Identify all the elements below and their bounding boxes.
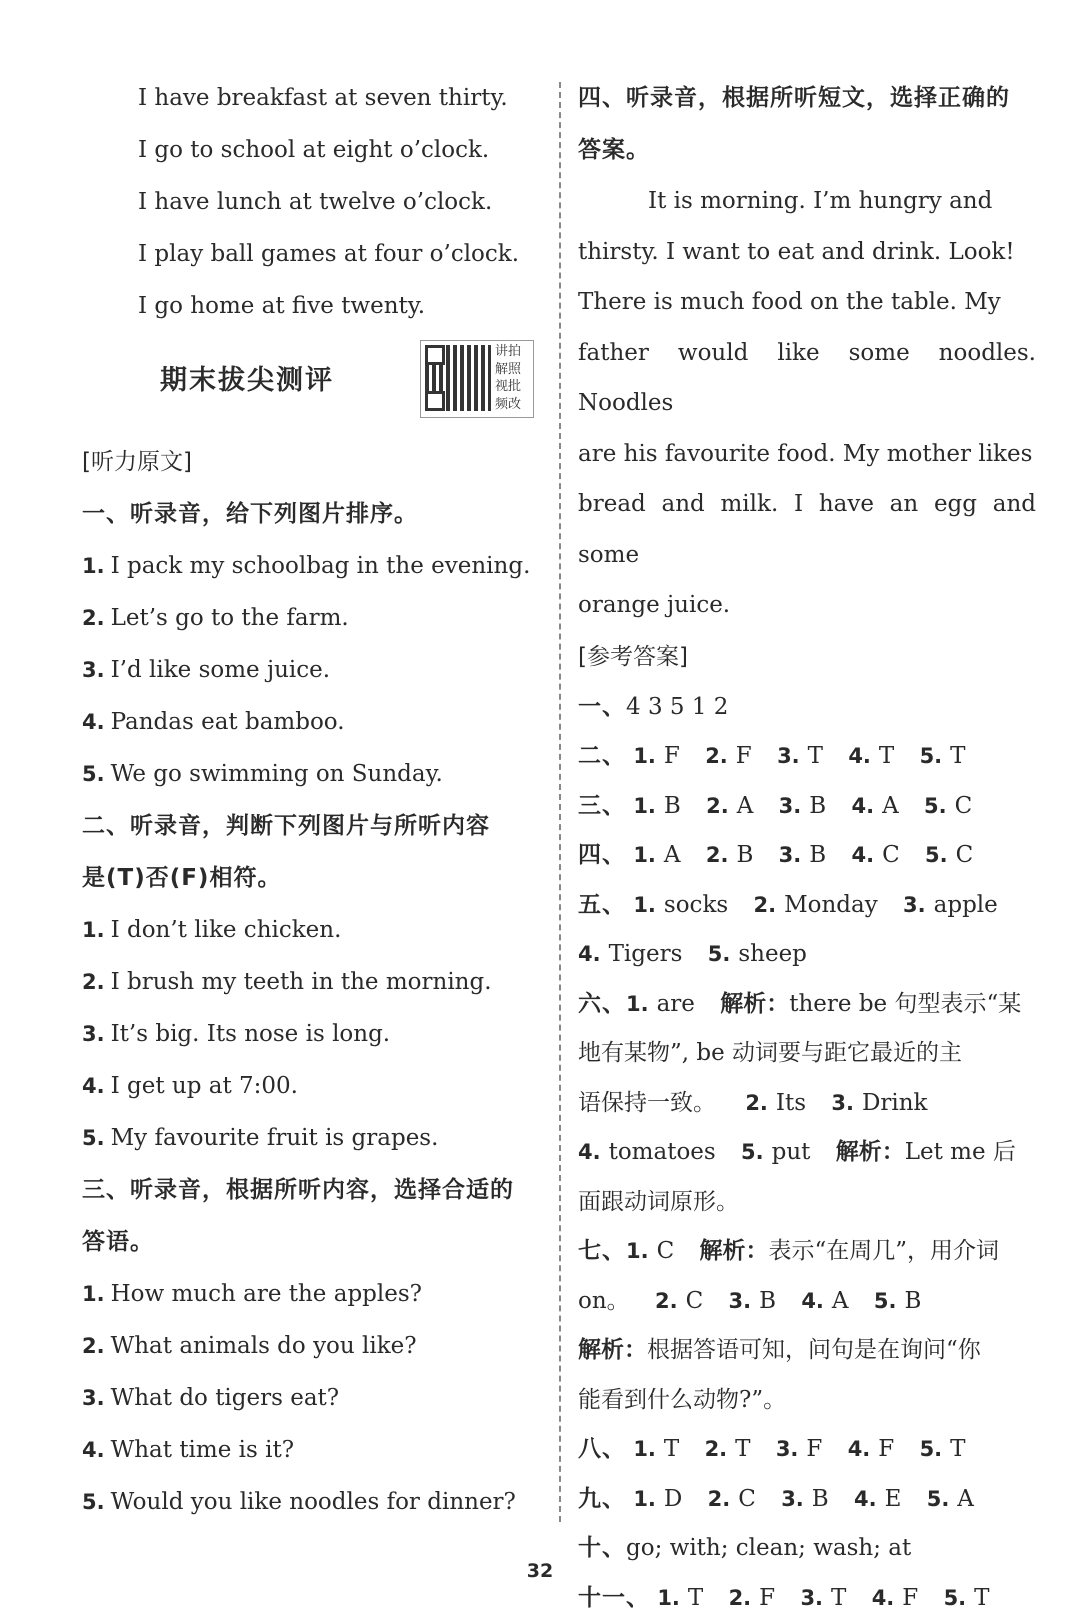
- explanation-label: 解析：: [578, 1337, 647, 1363]
- answer-number: 1.: [633, 843, 656, 867]
- answer-label: 八、: [578, 1436, 626, 1462]
- answer-value: T: [974, 1585, 989, 1611]
- explanation-text: Let me 后: [905, 1139, 1016, 1165]
- answer-number: 3.: [776, 1437, 799, 1461]
- answer-row-8: [578, 1425, 1036, 1475]
- item-text: I brush my teeth in the morning.: [111, 969, 492, 995]
- item-text: What animals do you like?: [111, 1333, 417, 1359]
- answer-text: 4 3 5 1 2: [626, 694, 728, 720]
- list-item: [82, 748, 540, 800]
- item-number: 2.: [82, 970, 105, 994]
- item-number: 3.: [82, 1386, 105, 1410]
- answer-label: 九、: [578, 1486, 626, 1512]
- answer-number: 4.: [848, 1437, 871, 1461]
- answer-row-7: [578, 1227, 1036, 1277]
- qr-label: 讲拍解照视批频改: [495, 343, 533, 413]
- answer-value: B: [812, 1486, 829, 1512]
- intro-line: I go to school at eight o’clock.: [82, 124, 540, 176]
- answer-number: 4.: [854, 1487, 877, 1511]
- answer-number: 5.: [924, 794, 947, 818]
- answer-value: are: [657, 991, 695, 1017]
- answer-value: C: [686, 1288, 704, 1314]
- item-text: Would you like noodles for dinner?: [111, 1489, 516, 1515]
- answer-number: 2.: [708, 1487, 731, 1511]
- explanation-text: there be 句型表示“某: [789, 991, 1021, 1017]
- explanation-text: 根据答语可知，问句是在询问“你: [647, 1337, 981, 1363]
- answer-value: B: [809, 842, 826, 868]
- answer-value: F: [759, 1585, 775, 1611]
- list-item: [82, 540, 540, 592]
- answer-label: 一、: [578, 694, 626, 720]
- answer-number: 1.: [626, 992, 649, 1016]
- part1-heading: 一、听录音，给下列图片排序。: [82, 488, 540, 540]
- answer-label: 七、: [578, 1238, 626, 1264]
- left-column: [82, 72, 540, 1528]
- item-number: 3.: [82, 1022, 105, 1046]
- qr-code-box[interactable]: [420, 340, 534, 418]
- passage-line: are his favourite food. My mother likes: [578, 429, 1036, 480]
- answer-number: 3.: [777, 744, 800, 768]
- passage-line: thirsty. I want to eat and drink. Look!: [578, 227, 1036, 278]
- part3-heading: 三、听录音，根据所听内容，选择合适的: [82, 1164, 540, 1216]
- right-column: [578, 72, 1036, 1623]
- answer-value: A: [882, 793, 899, 819]
- answer-label: 五、: [578, 892, 626, 918]
- answer-value: C: [955, 793, 973, 819]
- answer-label: 十一、: [578, 1585, 650, 1611]
- answer-number: 5.: [708, 942, 731, 966]
- answers-header: [参考答案]: [578, 631, 1036, 683]
- answer-value: Drink: [862, 1090, 928, 1116]
- part2-heading-cont: 是(T)否(F)相符。: [82, 852, 540, 904]
- item-number: 3.: [82, 658, 105, 682]
- answer-number: 4.: [848, 744, 871, 768]
- answer-number: 5.: [874, 1289, 897, 1313]
- answer-number: 2.: [655, 1289, 678, 1313]
- answer-value: C: [882, 842, 900, 868]
- answer-row-9: [578, 1475, 1036, 1525]
- passage-line: orange juice.: [578, 580, 1036, 631]
- item-text: We go swimming on Sunday.: [111, 761, 443, 787]
- answer-value: B: [759, 1288, 776, 1314]
- item-number: 5.: [82, 1490, 105, 1514]
- explanation-text: 语保持一致。: [578, 1090, 716, 1116]
- answer-value: T: [735, 1436, 750, 1462]
- item-text: Pandas eat bamboo.: [111, 709, 345, 735]
- answer-row-2: [578, 732, 1036, 782]
- list-item: [82, 1476, 540, 1528]
- answer-value: A: [664, 842, 681, 868]
- item-text: What do tigers eat?: [111, 1385, 340, 1411]
- explanation-line: 能看到什么动物?”。: [578, 1376, 1036, 1426]
- list-item: [82, 592, 540, 644]
- item-number: 1.: [82, 918, 105, 942]
- explanation-label: 解析：: [700, 1238, 769, 1264]
- item-number: 4.: [82, 1438, 105, 1462]
- answer-number: 3.: [779, 843, 802, 867]
- answer-number: 4.: [872, 1586, 895, 1610]
- item-text: What time is it?: [111, 1437, 294, 1463]
- answer-number: 5.: [927, 1487, 950, 1511]
- page-number: 32: [0, 1560, 1080, 1582]
- answer-row-5: [578, 881, 1036, 931]
- explanation-line: 地有某物”, be 动词要与距它最近的主: [578, 1029, 1036, 1079]
- list-item: [82, 956, 540, 1008]
- answer-label: 六、: [578, 991, 626, 1017]
- answer-number: 4.: [851, 843, 874, 867]
- part2-heading: 二、听录音，判断下列图片与所听内容: [82, 800, 540, 852]
- answer-number: 4.: [578, 942, 601, 966]
- list-item: [82, 1060, 540, 1112]
- answer-value: C: [738, 1486, 756, 1512]
- answer-value: D: [664, 1486, 682, 1512]
- answer-value: F: [878, 1436, 894, 1462]
- explanation-text: 表示“在周几”，用介词: [769, 1238, 1000, 1264]
- answer-number: 2.: [705, 1437, 728, 1461]
- answer-number: 3.: [831, 1091, 854, 1115]
- section-title: 期末拔尖测评: [160, 358, 334, 397]
- answer-number: 2.: [705, 744, 728, 768]
- part3-heading-cont: 答语。: [82, 1216, 540, 1268]
- answer-value: C: [657, 1238, 675, 1264]
- listening-header: [听力原文]: [82, 436, 540, 488]
- answer-value: tomatoes: [609, 1139, 716, 1165]
- answer-number: 3.: [903, 893, 926, 917]
- answer-value: T: [950, 1436, 965, 1462]
- list-item: [82, 1268, 540, 1320]
- answer-value: F: [902, 1585, 918, 1611]
- answer-value: C: [956, 842, 974, 868]
- intro-line: I have lunch at twelve o’clock.: [82, 176, 540, 228]
- answer-number: 2.: [706, 794, 729, 818]
- explanation-label: 解析：: [836, 1139, 905, 1165]
- answer-number: 2.: [729, 1586, 752, 1610]
- answer-row-3: [578, 782, 1036, 832]
- list-item: [82, 904, 540, 956]
- intro-line: I have breakfast at seven thirty.: [82, 72, 540, 124]
- answer-value: T: [688, 1585, 703, 1611]
- item-number: 2.: [82, 1334, 105, 1358]
- passage-line: There is much food on the table. My: [578, 277, 1036, 328]
- answer-value: A: [737, 793, 754, 819]
- answer-value: F: [736, 743, 752, 769]
- item-number: 5.: [82, 762, 105, 786]
- answer-row-6: [578, 980, 1036, 1030]
- part4-heading: 四、听录音，根据所听短文，选择正确的: [578, 72, 1036, 124]
- answer-value: T: [664, 1436, 679, 1462]
- item-text: My favourite fruit is grapes.: [111, 1125, 439, 1151]
- answer-value: sheep: [738, 941, 807, 967]
- list-item: [82, 696, 540, 748]
- answer-value: T: [831, 1585, 846, 1611]
- answer-number: 3.: [800, 1586, 823, 1610]
- answer-number: 3.: [779, 794, 802, 818]
- answer-value: A: [957, 1486, 974, 1512]
- answer-number: 1.: [633, 1437, 656, 1461]
- answer-number: 5.: [920, 744, 943, 768]
- answer-value: B: [904, 1288, 921, 1314]
- answer-row-4: [578, 831, 1036, 881]
- answer-value: socks: [664, 892, 728, 918]
- item-text: Let’s go to the farm.: [111, 605, 349, 631]
- answer-value: B: [736, 842, 753, 868]
- item-number: 4.: [82, 710, 105, 734]
- passage-line: It is morning. I’m hungry and: [578, 176, 1036, 227]
- answer-number: 4.: [578, 1140, 601, 1164]
- passage: [578, 176, 1036, 631]
- answer-number: 2.: [745, 1091, 768, 1115]
- answer-value: T: [879, 743, 894, 769]
- answer-row-1: [578, 683, 1036, 733]
- list-item: [82, 1372, 540, 1424]
- answer-number: 3.: [729, 1289, 752, 1313]
- list-item: [82, 1112, 540, 1164]
- item-number: 1.: [82, 554, 105, 578]
- answer-number: 5.: [920, 1437, 943, 1461]
- answer-number: 1.: [626, 1239, 649, 1263]
- explanation-text: on。: [578, 1288, 630, 1314]
- column-divider: [559, 82, 561, 1522]
- intro-line: I go home at five twenty.: [82, 280, 540, 332]
- list-item: [82, 1320, 540, 1372]
- explanation-label: 解析：: [720, 991, 789, 1017]
- list-item: [82, 644, 540, 696]
- answer-label: 二、: [578, 743, 626, 769]
- qr-code-icon[interactable]: [425, 345, 491, 411]
- answer-value: Monday: [784, 892, 878, 918]
- answer-value: F: [806, 1436, 822, 1462]
- answer-number: 5.: [741, 1140, 764, 1164]
- answer-value: apple: [934, 892, 998, 918]
- explanation-line: 面跟动词原形。: [578, 1178, 1036, 1228]
- item-text: I pack my schoolbag in the evening.: [111, 553, 531, 579]
- answer-value: Tigers: [609, 941, 683, 967]
- answer-label: 十、: [578, 1535, 626, 1561]
- answer-value: A: [832, 1288, 849, 1314]
- answer-value: F: [664, 743, 680, 769]
- answer-value: Its: [776, 1090, 806, 1116]
- answer-row-6-cont: [578, 1079, 1036, 1129]
- item-number: 5.: [82, 1126, 105, 1150]
- answer-value: T: [808, 743, 823, 769]
- answer-number: 2.: [706, 843, 729, 867]
- answer-number: 1.: [657, 1586, 680, 1610]
- passage-line: bread and milk. I have an egg and some: [578, 479, 1036, 580]
- item-text: I’d like some juice.: [111, 657, 331, 683]
- answer-row-7-cont: [578, 1277, 1036, 1327]
- answer-number: 1.: [633, 893, 656, 917]
- answer-value: E: [885, 1486, 902, 1512]
- item-text: How much are the apples?: [111, 1281, 422, 1307]
- answer-text: go; with; clean; wash; at: [626, 1535, 911, 1561]
- answer-label: 四、: [578, 842, 626, 868]
- answer-value: T: [950, 743, 965, 769]
- explanation-line: [578, 1326, 1036, 1376]
- answer-number: 1.: [633, 744, 656, 768]
- answer-label: 三、: [578, 793, 626, 819]
- answer-number: 4.: [801, 1289, 824, 1313]
- answer-number: 5.: [925, 843, 948, 867]
- item-number: 1.: [82, 1282, 105, 1306]
- answer-number: 3.: [781, 1487, 804, 1511]
- part4-heading-cont: 答案。: [578, 124, 1036, 176]
- answer-row-6-cont2: [578, 1128, 1036, 1178]
- item-text: I don’t like chicken.: [111, 917, 342, 943]
- item-text: I get up at 7:00.: [111, 1073, 298, 1099]
- answer-value: B: [664, 793, 681, 819]
- answer-row-5-cont: [578, 930, 1036, 980]
- item-text: It’s big. Its nose is long.: [111, 1021, 391, 1047]
- item-number: 4.: [82, 1074, 105, 1098]
- answer-number: 5.: [944, 1586, 967, 1610]
- answer-number: 1.: [633, 794, 656, 818]
- answer-number: 2.: [754, 893, 777, 917]
- list-item: [82, 1424, 540, 1476]
- answer-number: 4.: [851, 794, 874, 818]
- answer-value: put: [772, 1139, 811, 1165]
- intro-line: I play ball games at four o’clock.: [82, 228, 540, 280]
- list-item: [82, 1008, 540, 1060]
- answer-value: B: [809, 793, 826, 819]
- passage-line: father would like some noodles. Noodles: [578, 328, 1036, 429]
- section-title-row: [82, 332, 540, 436]
- answer-number: 1.: [633, 1487, 656, 1511]
- item-number: 2.: [82, 606, 105, 630]
